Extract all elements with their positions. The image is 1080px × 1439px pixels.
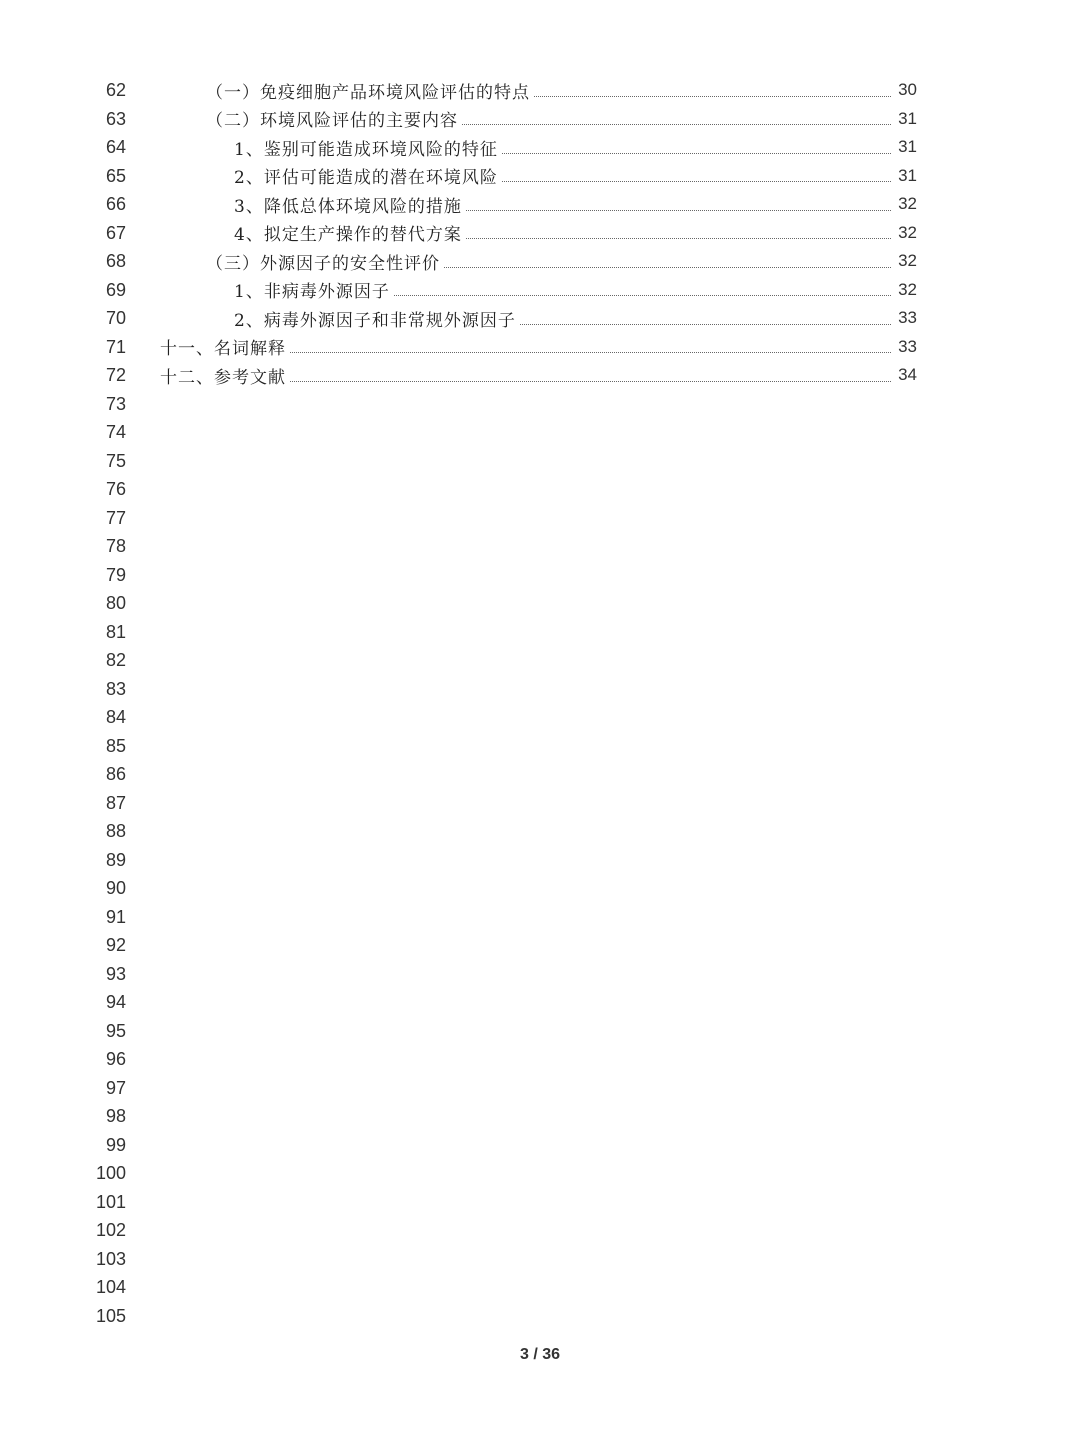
toc-leader-dots — [444, 267, 891, 268]
toc-leader-dots — [502, 181, 891, 182]
line-number: 94 — [105, 992, 126, 1012]
toc-page-number: 30 — [898, 80, 917, 100]
toc-leader-dots — [466, 238, 891, 239]
toc-entry-title: （三）外源因子的安全性评价 — [206, 253, 440, 274]
toc-leader-dots — [290, 381, 891, 382]
line-number: 84 — [105, 707, 126, 727]
line-number: 102 — [95, 1220, 126, 1240]
toc-leader-dots — [466, 210, 891, 211]
line-number: 86 — [105, 764, 126, 784]
line-number: 104 — [95, 1277, 126, 1297]
line-number: 89 — [105, 849, 126, 870]
toc-leader-dots — [502, 153, 891, 154]
toc-page-number: 31 — [898, 165, 917, 185]
toc-entry-title: 2、评估可能造成的潜在环境风险 — [234, 168, 498, 189]
line-number: 85 — [105, 735, 126, 756]
line-number: 75 — [105, 450, 126, 471]
line-number: 71 — [105, 336, 126, 357]
toc-entry[interactable] — [0, 304, 917, 333]
page-indicator: 3 / 36 — [519, 1346, 561, 1363]
toc-entry[interactable] — [0, 361, 917, 390]
line-number: 64 — [105, 137, 126, 157]
toc-entry-title: 十一、名词解释 — [160, 339, 286, 360]
toc-leader-dots — [520, 324, 891, 325]
line-number: 105 — [95, 1305, 126, 1326]
toc-page-number: 32 — [898, 279, 917, 299]
toc-entry-title: 1、鉴别可能造成环境风险的特征 — [234, 139, 498, 160]
line-number: 82 — [105, 650, 126, 670]
line-number: 99 — [105, 1134, 126, 1155]
toc-page-number: 31 — [898, 108, 917, 128]
toc-page-number: 32 — [898, 222, 917, 242]
toc-entry[interactable] — [0, 276, 917, 305]
toc-entry-title: （二）环境风险评估的主要内容 — [206, 111, 458, 132]
toc-entry-title: （一）免疫细胞产品环境风险评估的特点 — [206, 82, 530, 103]
line-number: 95 — [105, 1020, 126, 1041]
line-number: 74 — [105, 422, 126, 442]
line-number: 65 — [105, 165, 126, 186]
line-number: 68 — [105, 251, 126, 271]
line-number: 66 — [105, 194, 126, 214]
line-number: 73 — [105, 393, 126, 414]
line-number: 67 — [105, 222, 126, 243]
line-number: 83 — [105, 678, 126, 699]
line-number: 103 — [95, 1248, 126, 1269]
toc-page-number: 32 — [898, 251, 917, 271]
toc-page-number: 31 — [898, 137, 917, 157]
toc-entry[interactable] — [0, 247, 917, 276]
line-number: 92 — [105, 935, 126, 955]
toc-entry[interactable] — [0, 76, 917, 105]
line-number: 62 — [105, 80, 126, 100]
toc-page-number: 33 — [898, 308, 917, 328]
toc-leader-dots — [290, 352, 891, 353]
toc-entry-title: 4、拟定生产操作的替代方案 — [234, 225, 462, 246]
toc-page-number: 33 — [898, 336, 917, 356]
line-number: 80 — [105, 593, 126, 613]
line-number: 97 — [105, 1077, 126, 1098]
table-of-contents — [0, 76, 1080, 390]
line-number: 87 — [105, 792, 126, 813]
toc-entry[interactable] — [0, 162, 917, 191]
toc-leader-dots — [394, 295, 891, 296]
line-number: 90 — [105, 878, 126, 898]
line-number: 100 — [95, 1163, 126, 1183]
toc-page-number: 34 — [898, 365, 917, 385]
line-number: 88 — [105, 821, 126, 841]
line-number: 101 — [95, 1191, 126, 1212]
line-number: 78 — [105, 536, 126, 556]
toc-entry[interactable] — [0, 133, 917, 162]
toc-leader-dots — [462, 124, 891, 125]
line-number: 63 — [105, 108, 126, 129]
line-number: 77 — [105, 507, 126, 528]
line-number: 81 — [105, 621, 126, 642]
line-number: 72 — [105, 365, 126, 385]
toc-entry[interactable] — [0, 219, 917, 248]
line-number: 91 — [105, 906, 126, 927]
toc-entry[interactable] — [0, 190, 917, 219]
toc-entry[interactable] — [0, 333, 917, 362]
line-number: 79 — [105, 564, 126, 585]
line-number: 96 — [105, 1049, 126, 1069]
toc-page-number: 32 — [898, 194, 917, 214]
line-number: 98 — [105, 1106, 126, 1126]
line-number: 93 — [105, 963, 126, 984]
toc-entry-title: 2、病毒外源因子和非常规外源因子 — [234, 310, 516, 331]
line-number: 76 — [105, 479, 126, 499]
toc-entry-title: 3、降低总体环境风险的措施 — [234, 196, 462, 217]
toc-leader-dots — [534, 96, 891, 97]
line-number: 69 — [105, 279, 126, 300]
line-number: 70 — [105, 308, 126, 328]
toc-entry-title: 1、非病毒外源因子 — [234, 282, 390, 303]
toc-entry[interactable] — [0, 105, 917, 134]
toc-entry-title: 十二、参考文献 — [160, 367, 286, 388]
